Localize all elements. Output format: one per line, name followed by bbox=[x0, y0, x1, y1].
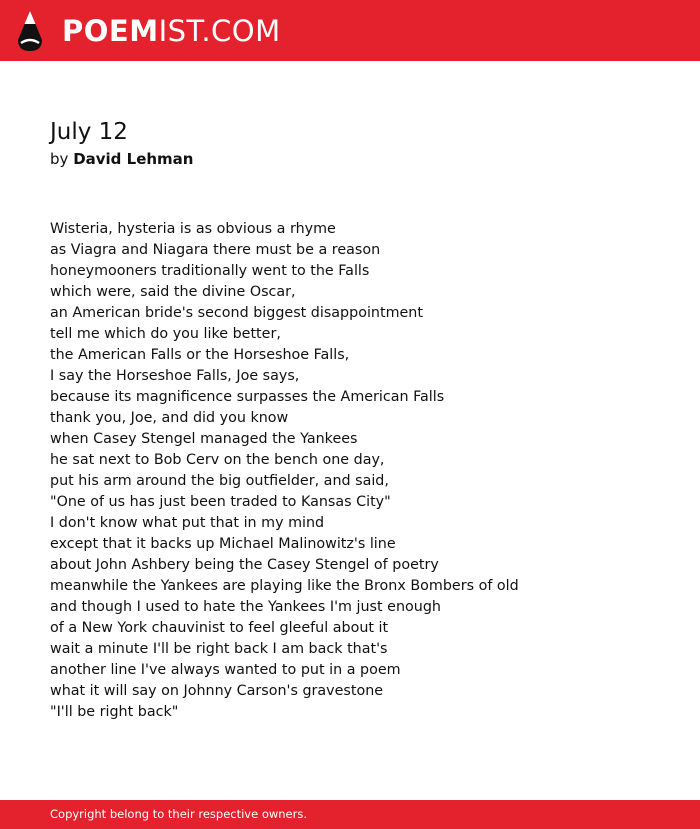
poem-line: Wisteria, hysteria is as obvious a rhyme bbox=[50, 221, 336, 237]
site-logo[interactable] bbox=[62, 12, 281, 50]
poem-line: meanwhile the Yankees are playing like the Bronx Bombers of old bbox=[50, 578, 519, 594]
poem-line: thank you, Joe, and did you know bbox=[50, 410, 289, 426]
poem-line: I don't know what put that in my mind bbox=[50, 515, 325, 531]
poem-line: which were, said the divine Oscar, bbox=[50, 284, 296, 300]
poem-line: what it will say on Johnny Carson's gravestone bbox=[50, 683, 384, 699]
poem-line: and though I used to hate the Yankees I'm just enough bbox=[50, 599, 441, 615]
by-label: by bbox=[50, 150, 69, 168]
byline bbox=[50, 149, 193, 169]
poem-line: "One of us has just been traded to Kansas City" bbox=[50, 494, 391, 510]
poem-title: July 12 bbox=[50, 119, 128, 145]
poem-line: wait a minute I'll be right back I am back that's bbox=[50, 641, 388, 657]
poem-line: another line I've always wanted to put in a poem bbox=[50, 662, 401, 678]
poem-line: except that it backs up Michael Malinowitz's line bbox=[50, 536, 396, 552]
poem-line: of a New York chauvinist to feel gleeful about it bbox=[50, 620, 389, 636]
poem-line: the American Falls or the Horseshoe Falls, bbox=[50, 347, 350, 363]
poem-line: honeymooners traditionally went to the Falls bbox=[50, 263, 370, 279]
poem-line: an American bride's second biggest disappointment bbox=[50, 305, 423, 321]
site-footer bbox=[0, 800, 700, 829]
copyright-text: Copyright belong to their respective owners. bbox=[50, 807, 308, 821]
poem-line: he sat next to Bob Cerv on the bench one day, bbox=[50, 452, 385, 468]
poem-line: as Viagra and Niagara there must be a reason bbox=[50, 242, 381, 258]
logo-bold-text: POEM bbox=[62, 14, 159, 48]
author-name: David Lehman bbox=[73, 150, 194, 168]
poem-line: because its magnificence surpasses the American Falls bbox=[50, 389, 445, 405]
poem-line: I say the Horseshoe Falls, Joe says, bbox=[50, 368, 300, 384]
poem-body bbox=[50, 219, 519, 723]
pencil-tip-icon[interactable] bbox=[17, 10, 43, 52]
poem-line: when Casey Stengel managed the Yankees bbox=[50, 431, 358, 447]
poem-line: "I'll be right back" bbox=[50, 704, 179, 720]
poem-line: put his arm around the big outfielder, and said, bbox=[50, 473, 389, 489]
poem-line: tell me which do you like better, bbox=[50, 326, 281, 342]
site-header bbox=[0, 0, 700, 61]
poem-line: about John Ashbery being the Casey Stengel of poetry bbox=[50, 557, 439, 573]
logo-light-text: IST.COM bbox=[158, 14, 281, 48]
